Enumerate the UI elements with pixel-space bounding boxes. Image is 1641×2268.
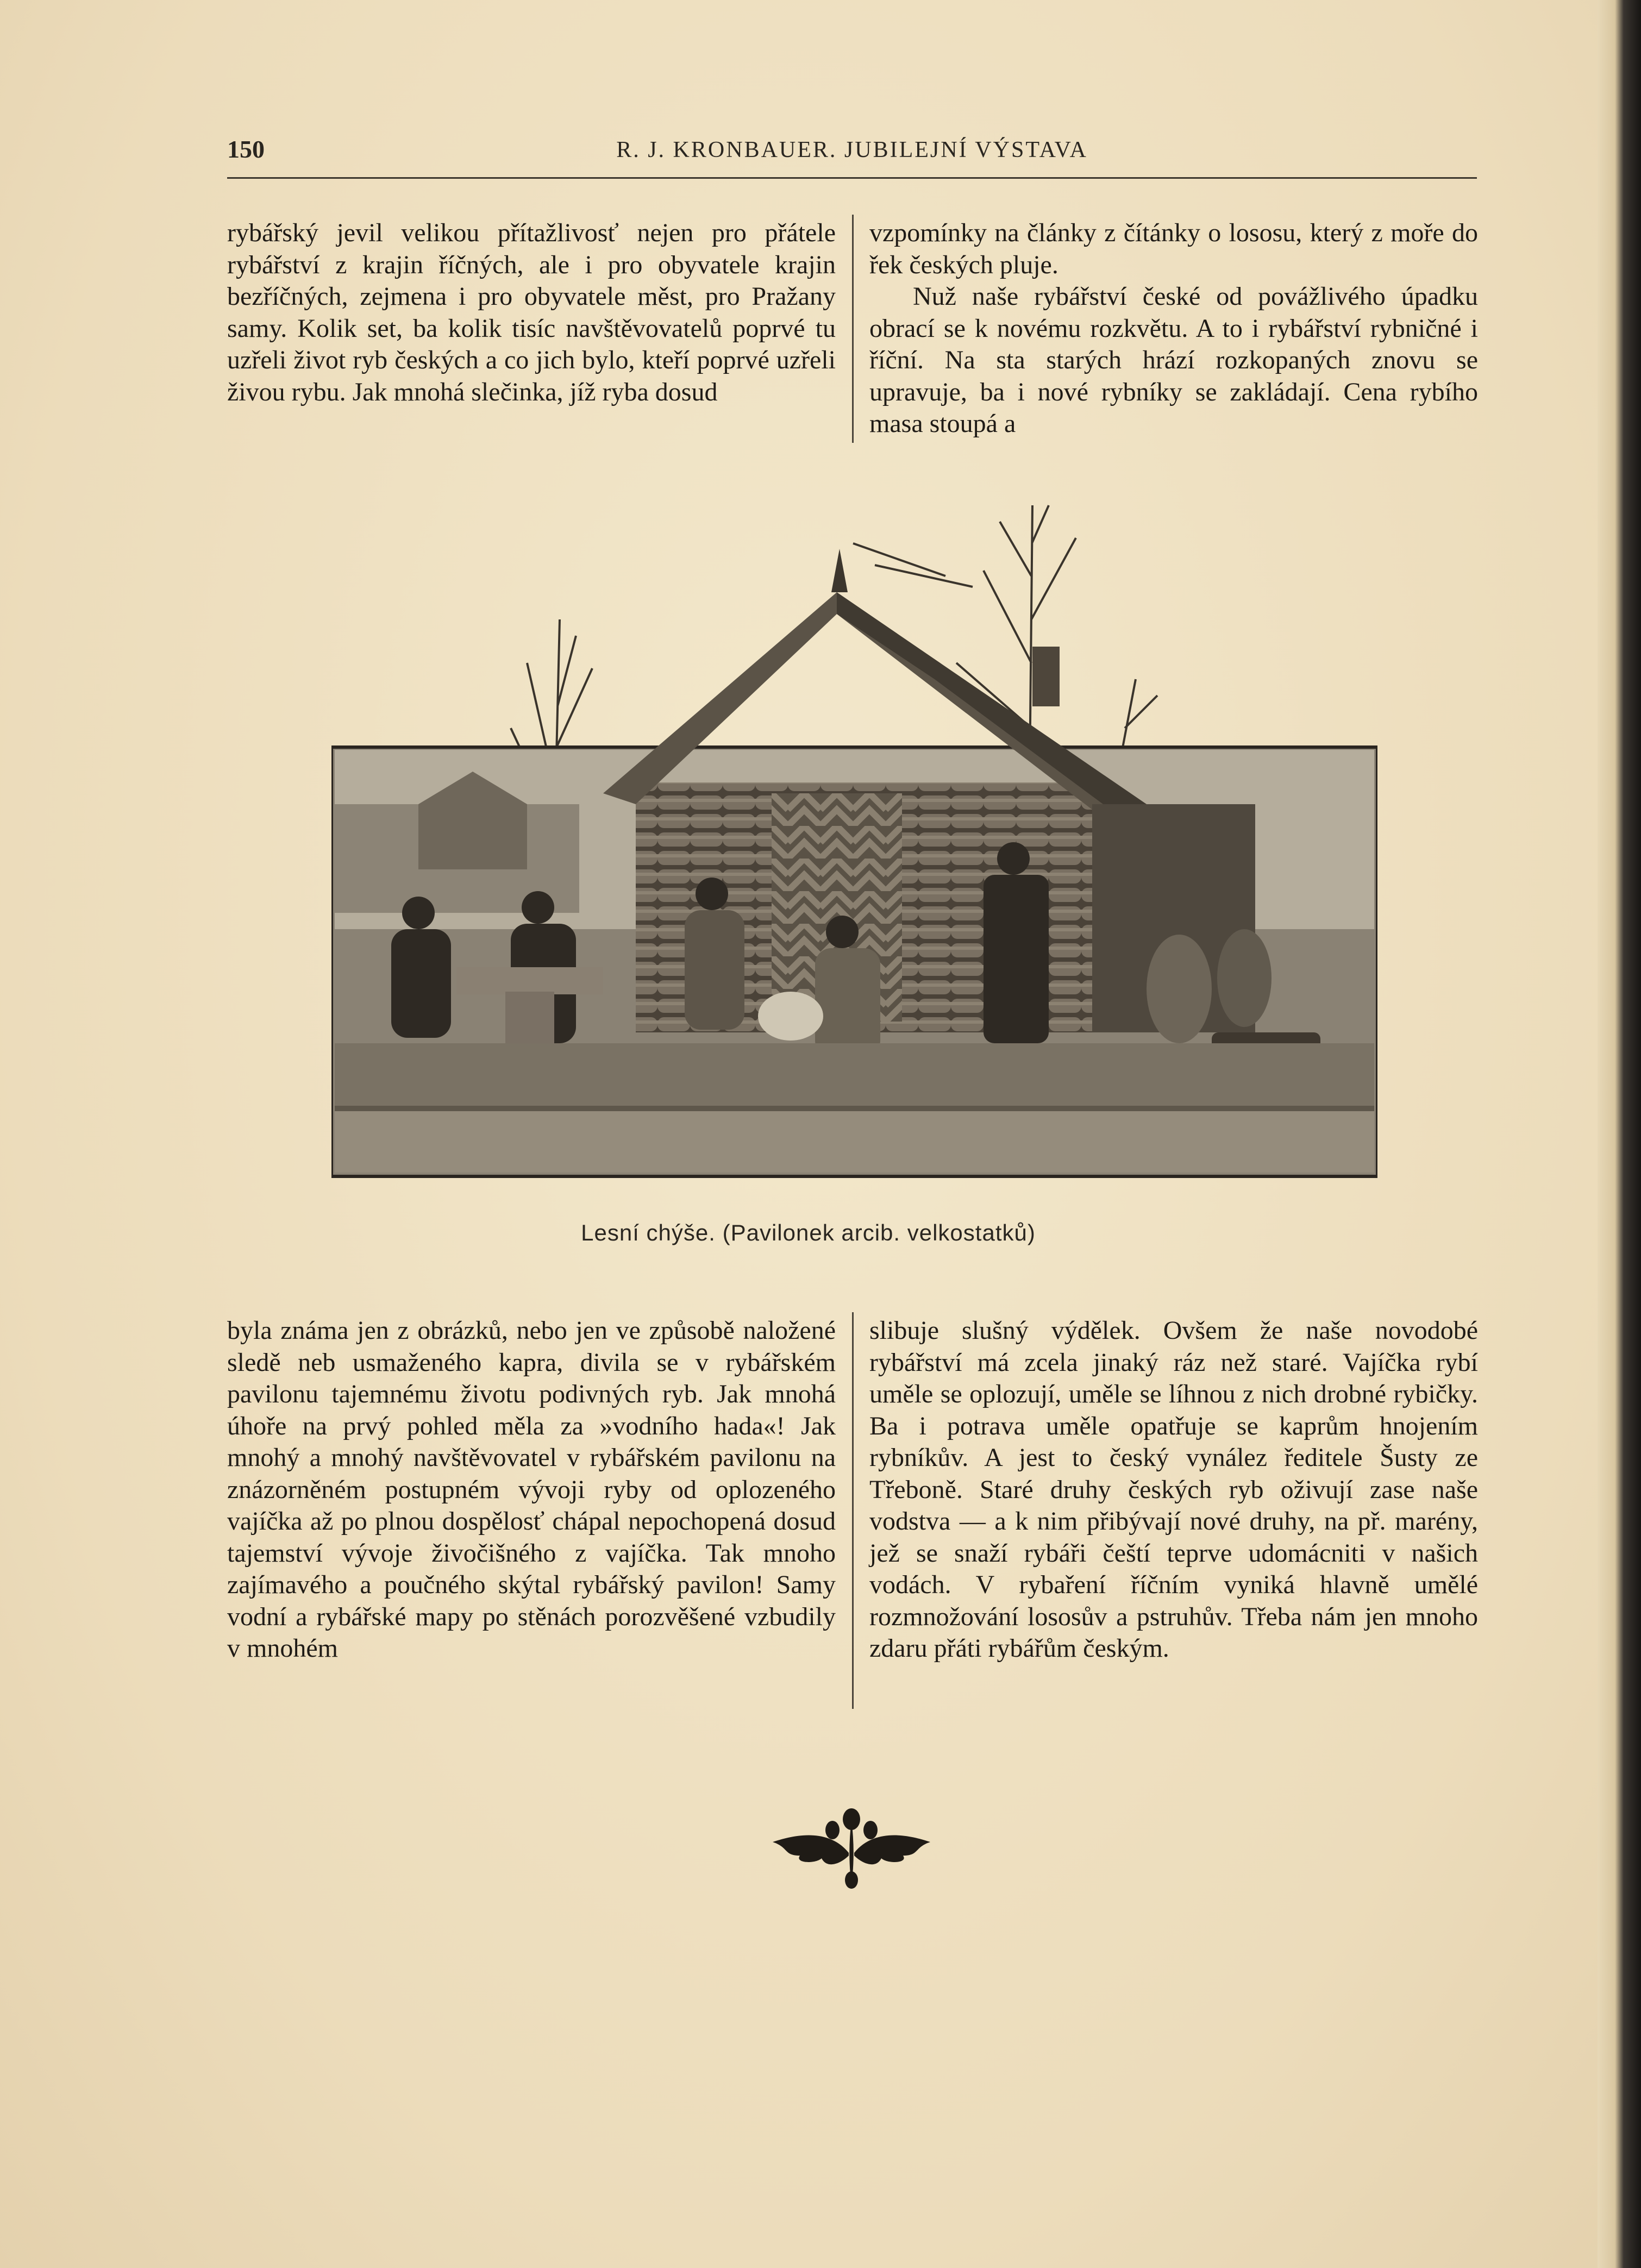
oak-leaf-ornament <box>767 1804 936 1891</box>
running-title: R. J. KRONBAUER. JUBILEJNÍ VÝSTAVA <box>616 137 1088 162</box>
paragraph: Nuž naše rybářství české od povážlivého úpadku obrací se k novému rozkvětu. A to i rybářství rybničné i říční. Na sta starých hrází rozkopaných znovu se upravuje, ba i nové rybníky se zakládají. Cena rybího masa stoupá a <box>869 282 1478 438</box>
page-number: 150 <box>227 135 265 163</box>
page-header <box>227 135 1477 173</box>
book-binding-edge <box>1598 0 1641 2268</box>
paragraph: byla známa jen z obrázků, nebo jen ve způsobě naložené sledě neb usmaženého kapra, divila se v rybářském pavilonu tajemnému životu podivných ryb. Jak mnohá úhoře na prvý pohled měla za »vodního hada«! Jak mnohý a mnohý navštěvovatel v rybářském pavilonu na znázorněném postupném vývoji ryby od oplozeného vajíčka až po plnou dospělosť chápal nepochopená dosud tajemství vývoje živočišného z vajíčka. Tak mnoho zajímavého a poučného skýtal rybářský pavilon! Samy vodní a rybářské mapy po stěnách porozvěšené vzbudily v mnohém <box>227 1316 836 1663</box>
bottom-right-column <box>869 1315 1478 1665</box>
column-divider <box>852 215 854 443</box>
column-divider <box>852 1312 854 1709</box>
cabin-photograph <box>331 500 1377 1179</box>
paragraph: slibuje slušný výdělek. Ovšem že naše novodobé rybářství má zcela jinaký ráz než staré. Vajíčka rybí uměle se oplozují, uměle se líhnou z nich drobné rybičky. Ba i potrava uměle opatřuje se kaprům hnojením rybníkův. A jest to český vynález ředitele Šusty ze Třeboně. Staré druhy českých ryb oživují zase naše vodstva — a k nim přibývají nové druhy, na př. marény, jež se snaží rybáři čeští teprve udomácniti v našich vodách. V rybaření říčním vyniká hlavně umělé rozmnožování lososův a pstruhův. Třeba nám jen mnoho zdaru přáti rybářům českým. <box>869 1316 1478 1663</box>
bottom-left-column <box>227 1315 836 1665</box>
figure <box>331 500 1377 1179</box>
top-left-column <box>227 217 836 408</box>
header-rule <box>227 177 1477 179</box>
paragraph: rybářský jevil velikou přítažlivosť nejen pro přátele rybářství z krajin říčných, ale i pro obyvatele krajin bezříčných, zejmena i pro obyvatele měst, pro Pražany samy. Kolik set, ba kolik tisíc navštěvovatelů poprvé tu uzřeli život ryb českých a co jich bylo, kteří poprvé uzřeli živou rybu. Jak mnohá slečinka, jíž ryba dosud <box>227 218 836 406</box>
paragraph: vzpomínky na články z čítánky o lososu, který z moře do řek českých pluje. <box>869 218 1478 279</box>
top-right-column <box>869 217 1478 440</box>
chimney <box>1032 647 1060 706</box>
figure-caption: Lesní chýše. (Pavilonek arcib. velkostatků) <box>581 1220 1036 1245</box>
